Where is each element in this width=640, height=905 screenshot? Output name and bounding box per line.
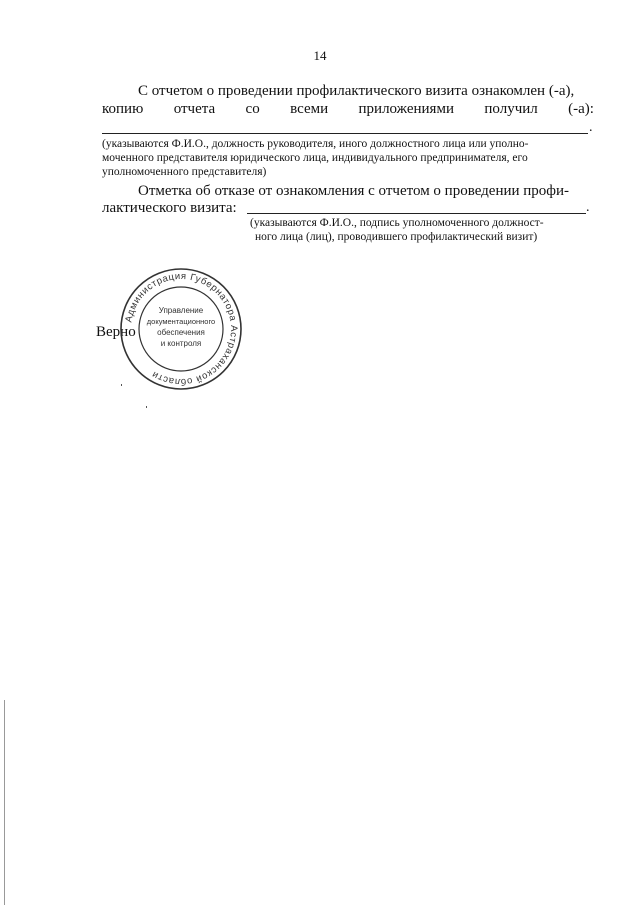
word: получил [484, 101, 538, 117]
verno-label: Верно [96, 324, 136, 340]
scan-speck [121, 384, 122, 386]
note-1-line-2: моченного представителя юридического лица, индивидуального предпринимателя, его [102, 152, 528, 164]
scan-edge-line [4, 700, 5, 905]
paragraph-2-line-1: Отметка об отказе от ознакомления с отчетом о проведении профи- [138, 183, 570, 199]
word: копию [102, 101, 144, 117]
fill-in-line-1-end: . [589, 120, 593, 135]
word: всеми [290, 101, 329, 117]
seal-inner-line-4: и контроля [160, 339, 202, 348]
paragraph-2-line-2: лактического визита: [102, 200, 237, 216]
fill-in-line-1 [102, 133, 588, 134]
paragraph-1-line-1: С отчетом о проведении профилактического визита ознакомлен (-а), [138, 83, 575, 99]
scan-speck [146, 406, 147, 408]
word: со [245, 101, 260, 117]
page-number: 14 [313, 48, 327, 63]
seal-inner-line-1: Управление [158, 306, 204, 315]
note-1-line-3: уполномоченного представителя) [102, 166, 267, 178]
seal-outer-text: Администрация Губернатора Астраханской области [123, 270, 240, 388]
seal-inner-line-3: обеспечения [157, 328, 205, 337]
word: приложениями [358, 101, 454, 117]
word: отчета [173, 101, 216, 117]
note-1-line-1: (указываются Ф.И.О., должность руководителя, иного должностного лица или уполно- [102, 138, 529, 150]
fill-in-line-2-end: . [586, 200, 590, 215]
paragraph-1-line-2 [102, 101, 594, 118]
note-2-line-1: (указываются Ф.И.О., подпись уполномоченного должност- [250, 217, 544, 229]
word: (-а): [568, 101, 594, 117]
fill-in-line-2 [247, 213, 586, 214]
seal-stamp [118, 266, 244, 392]
seal-inner-line-2: документационного [146, 317, 216, 326]
note-2-line-2: ного лица (лиц), проводившего профилактический визит) [255, 231, 538, 243]
